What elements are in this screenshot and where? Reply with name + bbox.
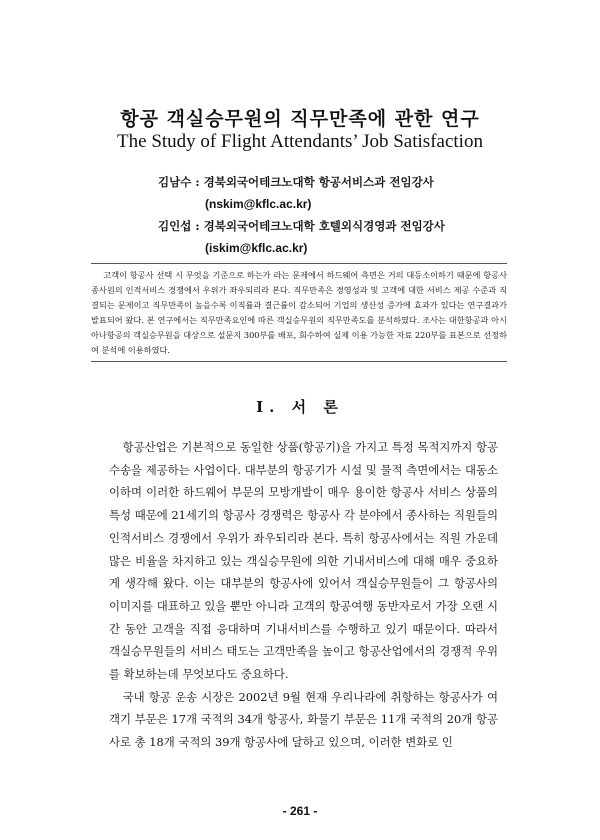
abstract-text: 고객이 항공사 선택 시 무엇을 기준으로 하는가 라는 문제에서 하드웨어 측면은 거의 대등소이하기 때문에 항공사 종사원의 인적서비스 경쟁에서 우위가 좌우되리라 본다. 직무만족은 경영성과 및 고객에 대한 서비스 제공 수준과 직결되는 문제이고 직무만족이 높을수록 이직률과 결근률이 감소되어 기업의 생산성 증가에 효과가 있다는 연구결과가 발표되어 왔다. 본 연구에서는 직무만족요인에 따른 객실승무원의 직무만족도를 분석하였다. 조사는 대한항공과 아시아나항공의 객실승무원을 대상으로 설문지 300부를 배포, 회수하여 실제 이용 가능한 자료 220부를 표본으로 선정하여 분석에 이용하였다.: [91, 270, 507, 355]
paper-title-english: The Study of Flight Attendants’ Job Satisfaction: [117, 131, 483, 152]
paper-title-korean: 항공 객실승무원의 직무만족에 관한 연구: [120, 108, 480, 130]
page-number: - 261 -: [282, 804, 318, 818]
author-1: [158, 171, 538, 193]
author-name: 김남수: [158, 175, 192, 189]
author-block: [158, 171, 538, 259]
author-separator: :: [195, 175, 200, 189]
author-name: 김인섭: [158, 219, 192, 233]
author-affiliation: 경북외국어테크노대학 항공서비스과 전임강사: [203, 175, 434, 189]
body-text: [109, 436, 498, 754]
author-separator: :: [195, 219, 200, 233]
author-email: (nskim@kflc.ac.kr): [205, 197, 312, 211]
author-email: (iskim@kflc.ac.kr): [205, 241, 308, 255]
author-2: [158, 215, 538, 237]
abstract-box: [91, 263, 507, 362]
author-affiliation: 경북외국어테크노대학 호텔외식경영과 전임강사: [203, 219, 445, 233]
section-heading: Ⅰ. 서 론: [256, 398, 344, 416]
body-paragraph: 항공산업은 기본적으로 동일한 상품(항공기)을 가지고 특정 목적지까지 항공수송을 제공하는 사업이다. 대부분의 항공기가 시설 및 물적 측면에서는 대동소이하며 이러한 하드웨어 부문의 모방개발이 매우 용이한 항공사 서비스 상품의 특성 때문에 21세기의 항공사 경쟁력은 항공사 각 분야에서 종사하는 직원들의 인적서비스 경쟁에서 우위가 좌우되리라 본다. 특히 항공사에서는 직원 가운데 많은 비율을 차지하고 있는 객실승무원에 의한 기내서비스에 대해 매우 중요하게 생각해 왔다. 이는 대부분의 항공사에 있어서 객실승무원들이 그 항공사의 이미지를 대표하고 있을 뿐만 아니라 고객의 항공여행 동반자로서 가장 오랜 시간 동안 고객을 직접 응대하며 기내서비스를 수행하고 있기 때문이다. 따라서 객실승무원들의 서비스 태도는 고객만족을 높이고 항공산업에서의 경쟁적 우위를 확보하는데 무엇보다도 중요하다.: [109, 440, 499, 682]
body-paragraph: 국내 항공 운송 시장은 2002년 9월 현재 우리나라에 취항하는 항공사가 여객기 부문은 17개 국적의 34개 항공사, 화물기 부문은 11개 국적의 20개 항공사로 총 18개 국적의 39개 항공사에 달하고 있으며, 이러한 변화로 인: [109, 689, 498, 750]
